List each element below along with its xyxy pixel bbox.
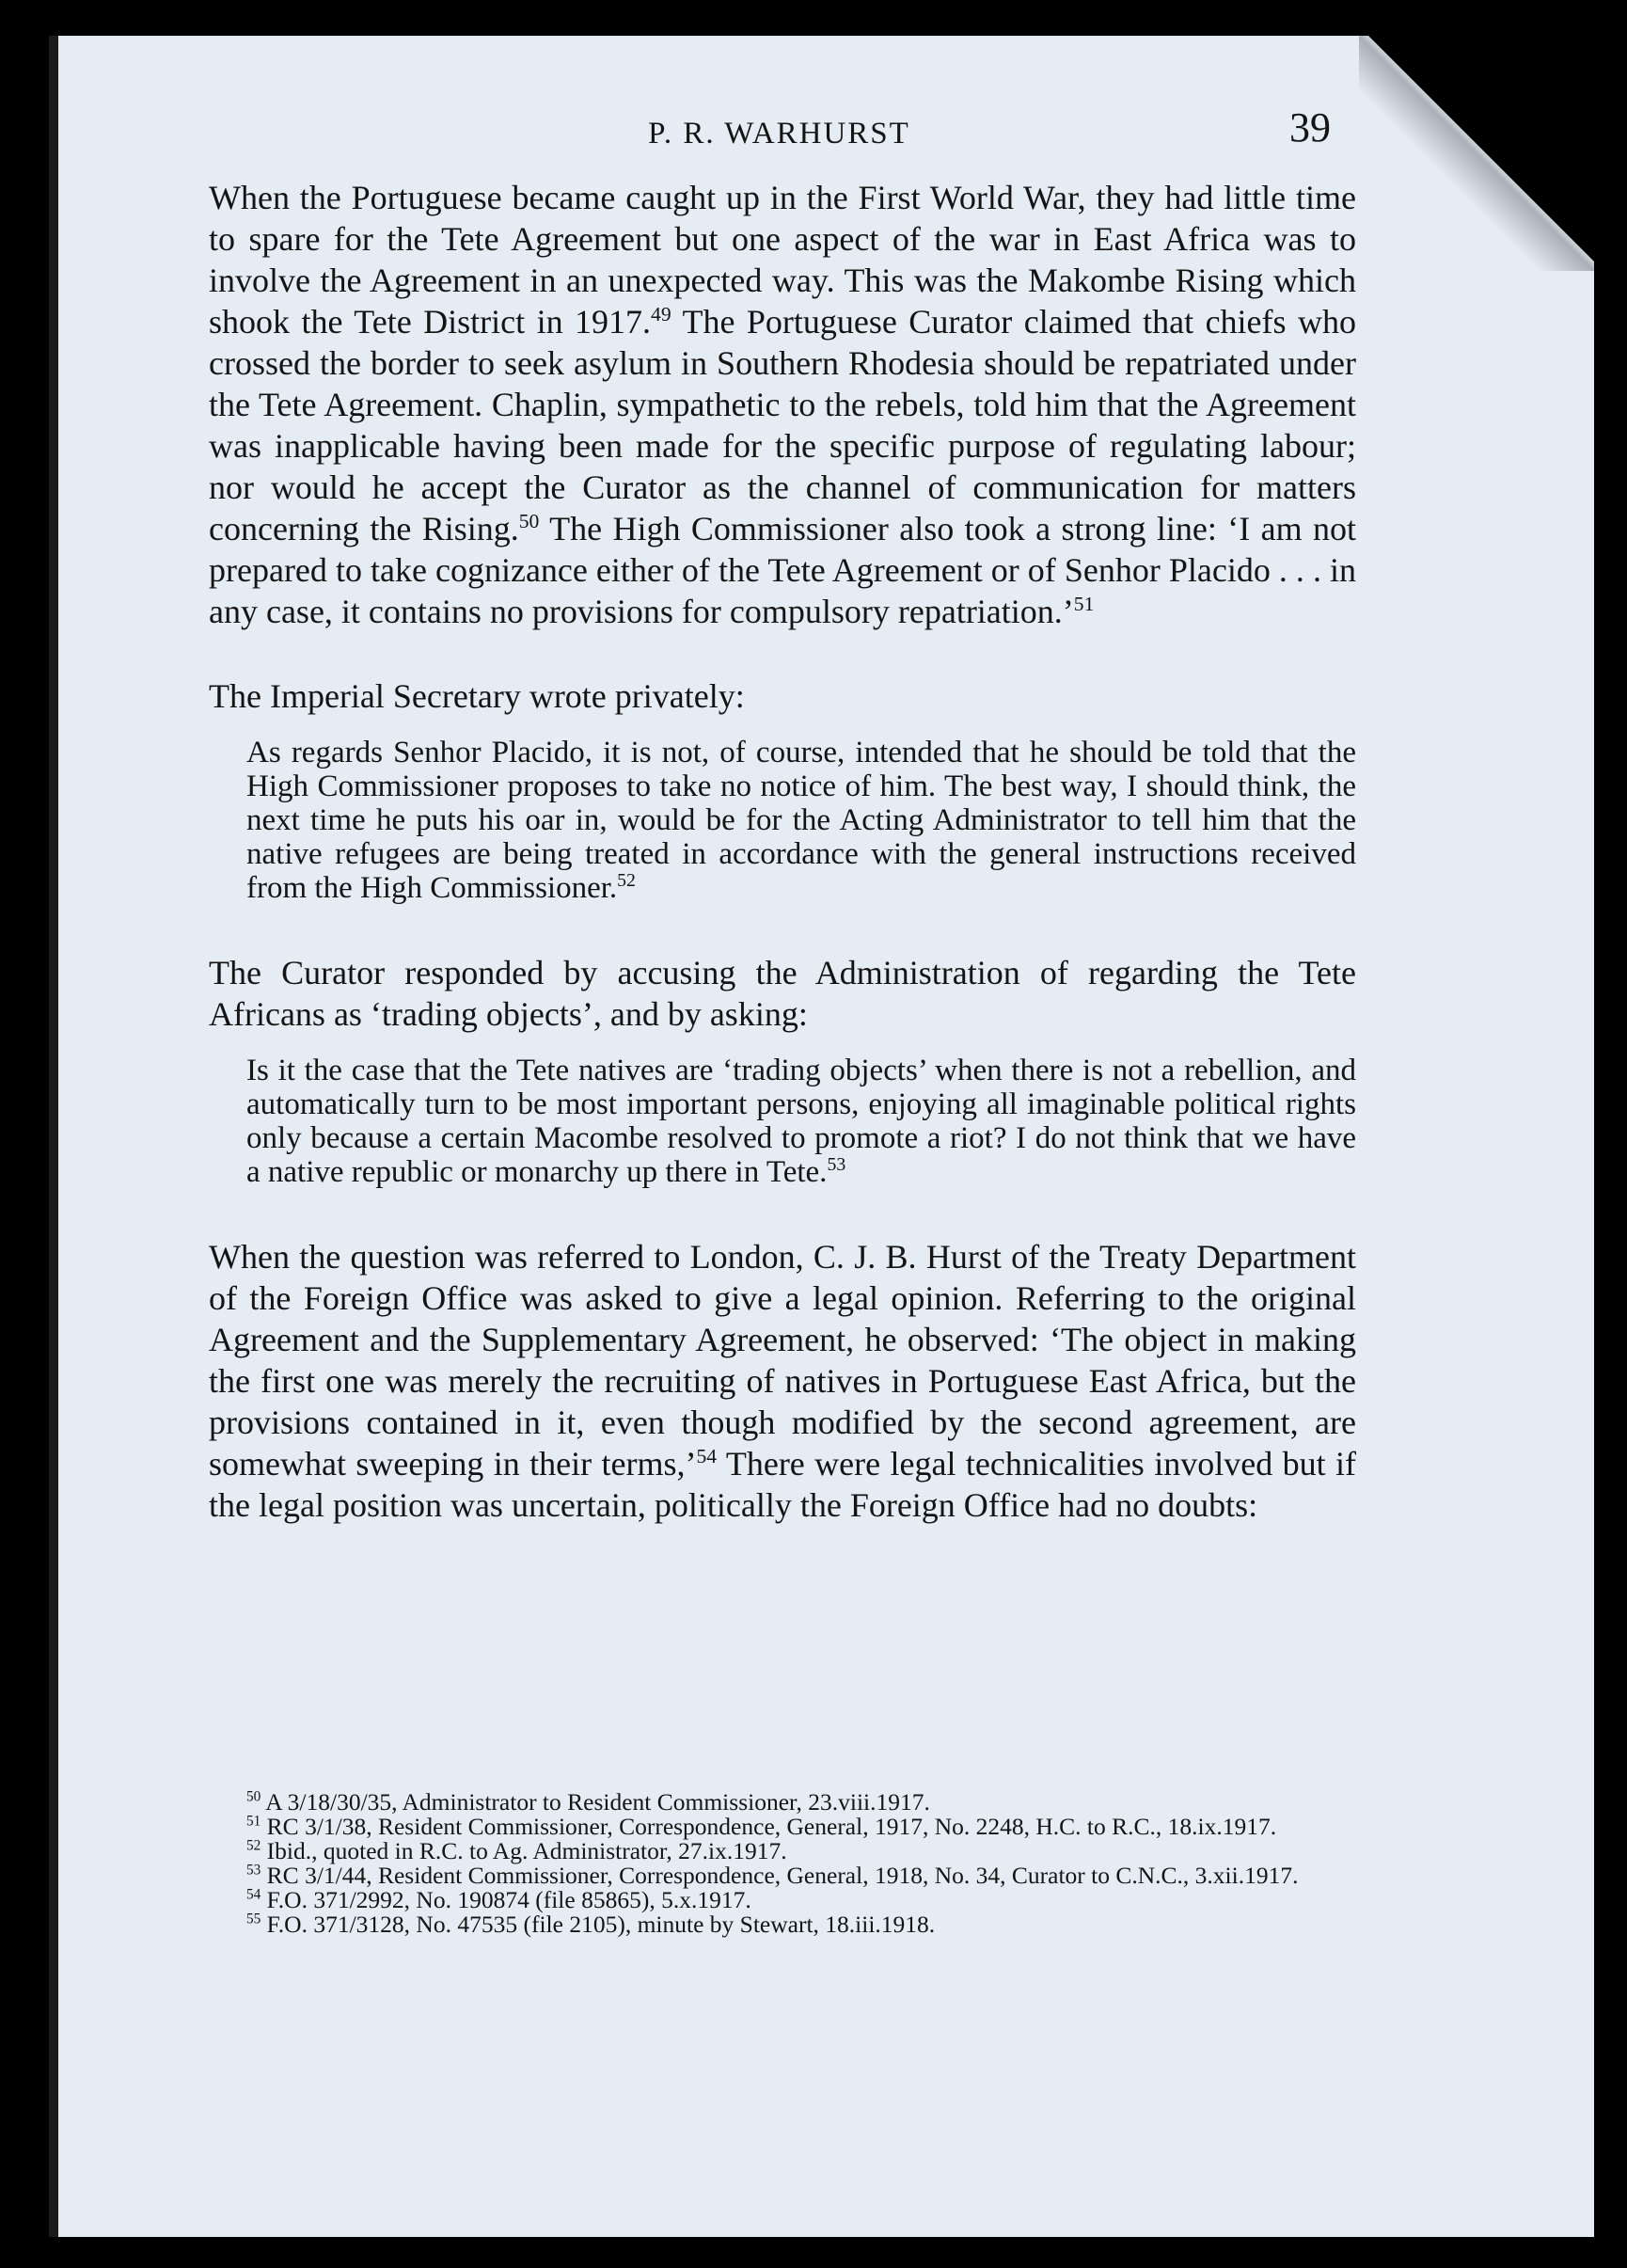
footnotes: [209, 1790, 1356, 1937]
footnote-reference: 49: [651, 303, 671, 325]
text-run: As regards Senhor Placido, it is not, of course, intended that he should be told that the High Commissioner proposes to take no notice of him. The best way, I should think, the next time he puts his oar in, would be for the Acting Administrator to tell him that the native refugees are being treated in accordance with the general instructions received from the High Commissioner.: [246, 736, 1356, 905]
text-run: The High Commissioner also took a strong line: ‘I am not prepared to take cognizance either of the Tete Agreement or of Senhor Placido . . . in any case, it contains no provisions for compulsory repatriation.’: [209, 510, 1356, 630]
footnote-reference: 52: [617, 870, 636, 891]
page-binding-edge: [49, 36, 58, 2237]
text-run: When the question was referred to London, C. J. B. Hurst of the Treaty Department of the Foreign Office was asked to give a legal opinion. Referring to the original Agreement and the Supplementary Agreement, he observed: ‘The object in making the first one was merely the recruiting of natives in Portuguese East Africa, but the provisions contained in it, even though modified by the second agreement, are somewhat sweeping in their terms,’: [209, 1238, 1356, 1483]
footnote: [209, 1815, 1356, 1839]
block-quote: [246, 1054, 1356, 1189]
footnote-text: F.O. 371/3128, No. 47535 (file 2105), minute by Stewart, 18.iii.1918.: [261, 1911, 936, 1938]
footnote-number: 55: [246, 1911, 261, 1927]
text-run: The Curator responded by accusing the Administration of regarding the Tete Africans as ‘trading objects’, and by asking:: [209, 954, 1356, 1033]
footnote-number: 51: [246, 1813, 261, 1830]
footnote-reference: 50: [518, 510, 540, 532]
footnote: [209, 1888, 1356, 1912]
footnote: [209, 1790, 1356, 1815]
footnote-text: F.O. 371/2992, No. 190874 (file 85865), 5.x.1917.: [261, 1886, 751, 1913]
footnote-reference: 51: [1073, 593, 1095, 615]
footnote-number: 52: [246, 1837, 261, 1854]
text-run: The Imperial Secretary wrote privately:: [209, 677, 745, 715]
footnote-number: 50: [246, 1788, 261, 1805]
text-run: When the Portuguese became caught up in the First World War, they had little time to spare for the Tete Agreement but one aspect of the war in East Africa was to involve the Agreement in an unexpected way. This was the Makombe Rising which shook the Tete District in 1917.: [209, 179, 1356, 341]
footnote-text: A 3/18/30/35, Administrator to Resident Commissioner, 23.viii.1917.: [261, 1788, 930, 1816]
main-text: [209, 177, 1356, 1569]
footnote-reference: 54: [696, 1445, 718, 1467]
footnote-text: RC 3/1/38, Resident Commissioner, Correspondence, General, 1917, No. 2248, H.C. to R.C., 18.ix.1917.: [261, 1813, 1277, 1840]
footnote: [209, 1864, 1356, 1888]
body-paragraph: [209, 177, 1356, 632]
page-number: 39: [1289, 104, 1331, 151]
footnote-text: Ibid., quoted in R.C. to Ag. Administrator, 27.ix.1917.: [261, 1837, 787, 1864]
footnote: [209, 1912, 1356, 1937]
running-head: P. R. WARHURST: [648, 117, 910, 151]
footnote-reference: 53: [827, 1154, 846, 1175]
body-paragraph: [209, 1236, 1356, 1526]
folded-corner: [1368, 36, 1594, 262]
body-paragraph: [209, 675, 1356, 717]
page-header: [209, 100, 1350, 156]
text-run: There were legal technicalities involved but if the legal position was uncertain, politically the Foreign Office had no doubts:: [209, 1445, 1356, 1524]
block-quote: [246, 736, 1356, 905]
footnote: [209, 1839, 1356, 1864]
scanned-page: [49, 36, 1594, 2237]
footnote-text: RC 3/1/44, Resident Commissioner, Correspondence, General, 1918, No. 34, Curator to C.N.C., 3.xii.1917.: [261, 1862, 1299, 1889]
footnote-number: 53: [246, 1862, 261, 1879]
body-paragraph: [209, 952, 1356, 1035]
footnote-number: 54: [246, 1886, 261, 1903]
text-run: The Portuguese Curator claimed that chiefs who crossed the border to seek asylum in Southern Rhodesia should be repatriated under the Tete Agreement. Chaplin, sympathetic to the rebels, told him that the Agreement was inapplicable having been made for the specific purpose of regulating labour; nor would he accept the Curator as the channel of communication for matters concerning the Rising.: [209, 303, 1356, 547]
text-run: Is it the case that the Tete natives are ‘trading objects’ when there is not a rebellion, and automatically turn to be most important persons, enjoying all imaginable political rights only because a certain Macombe resolved to promote a riot? I do not think that we have a native republic or monarchy up there in Tete.: [246, 1054, 1356, 1189]
